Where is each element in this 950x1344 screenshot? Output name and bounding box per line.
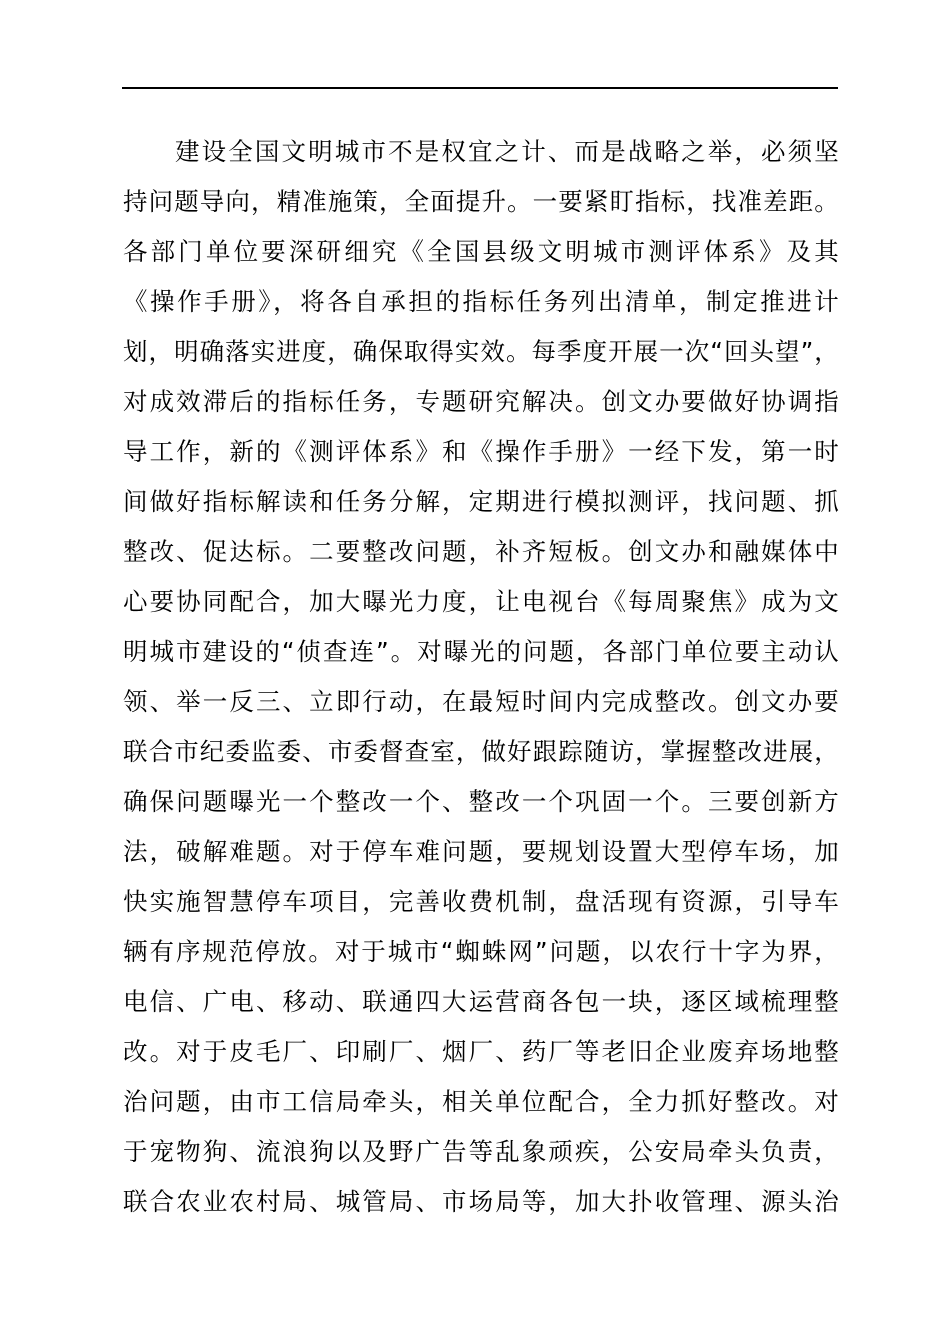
paragraph-line: 法，破解难题。对于停车难问题，要规划设置大型停车场，加 <box>123 837 839 866</box>
paragraph-line: 联合市纪委监委、市委督查室，做好跟踪随访，掌握整改进展， <box>123 737 839 766</box>
paragraph-line: 电信、广电、移动、联通四大运营商各包一块，逐区域梳理整 <box>123 987 839 1016</box>
paragraph-line: 《操作手册》，将各自承担的指标任务列出清单，制定推进计 <box>123 287 839 316</box>
paragraph-line: 建设全国文明城市不是权宜之计、而是战略之举，必须坚 <box>175 137 839 166</box>
header-rule <box>122 87 838 89</box>
paragraph-line: 对成效滞后的指标任务，专题研究解决。创文办要做好协调指 <box>123 387 839 416</box>
paragraph-line: 间做好指标解读和任务分解，定期进行模拟测评，找问题、抓 <box>123 487 839 516</box>
paragraph-line: 治问题，由市工信局牵头，相关单位配合，全力抓好整改。对 <box>123 1087 839 1116</box>
paragraph-line: 划，明确落实进度，确保取得实效。每季度开展一次“回头望”， <box>123 337 839 366</box>
paragraph-line: 持问题导向，精准施策，全面提升。一要紧盯指标，找准差距。 <box>123 187 839 216</box>
paragraph-line: 改。对于皮毛厂、印刷厂、烟厂、药厂等老旧企业废弃场地整 <box>123 1037 839 1066</box>
paragraph-line: 联合农业农村局、城管局、市场局等，加大扑收管理、源头治 <box>123 1187 839 1216</box>
paragraph-line: 心要协同配合，加大曝光力度，让电视台《每周聚焦》成为文 <box>123 587 839 616</box>
paragraph-line: 领、举一反三、立即行动，在最短时间内完成整改。创文办要 <box>123 687 839 716</box>
paragraph-line: 于宠物狗、流浪狗以及野广告等乱象顽疾，公安局牵头负责， <box>123 1137 839 1166</box>
body-paragraph <box>123 127 839 1227</box>
paragraph-line: 整改、促达标。二要整改问题，补齐短板。创文办和融媒体中 <box>123 537 839 566</box>
paragraph-line: 确保问题曝光一个整改一个、整改一个巩固一个。三要创新方 <box>123 787 839 816</box>
paragraph-line: 快实施智慧停车项目，完善收费机制，盘活现有资源，引导车 <box>123 887 839 916</box>
paragraph-line: 导工作，新的《测评体系》和《操作手册》一经下发，第一时 <box>123 437 839 466</box>
paragraph-line: 辆有序规范停放。对于城市“蜘蛛网”问题，以农行十字为界， <box>123 937 839 966</box>
paragraph-line: 各部门单位要深研细究《全国县级文明城市测评体系》及其 <box>123 237 839 266</box>
paragraph-line: 明城市建设的“侦查连”。对曝光的问题，各部门单位要主动认 <box>123 637 839 666</box>
